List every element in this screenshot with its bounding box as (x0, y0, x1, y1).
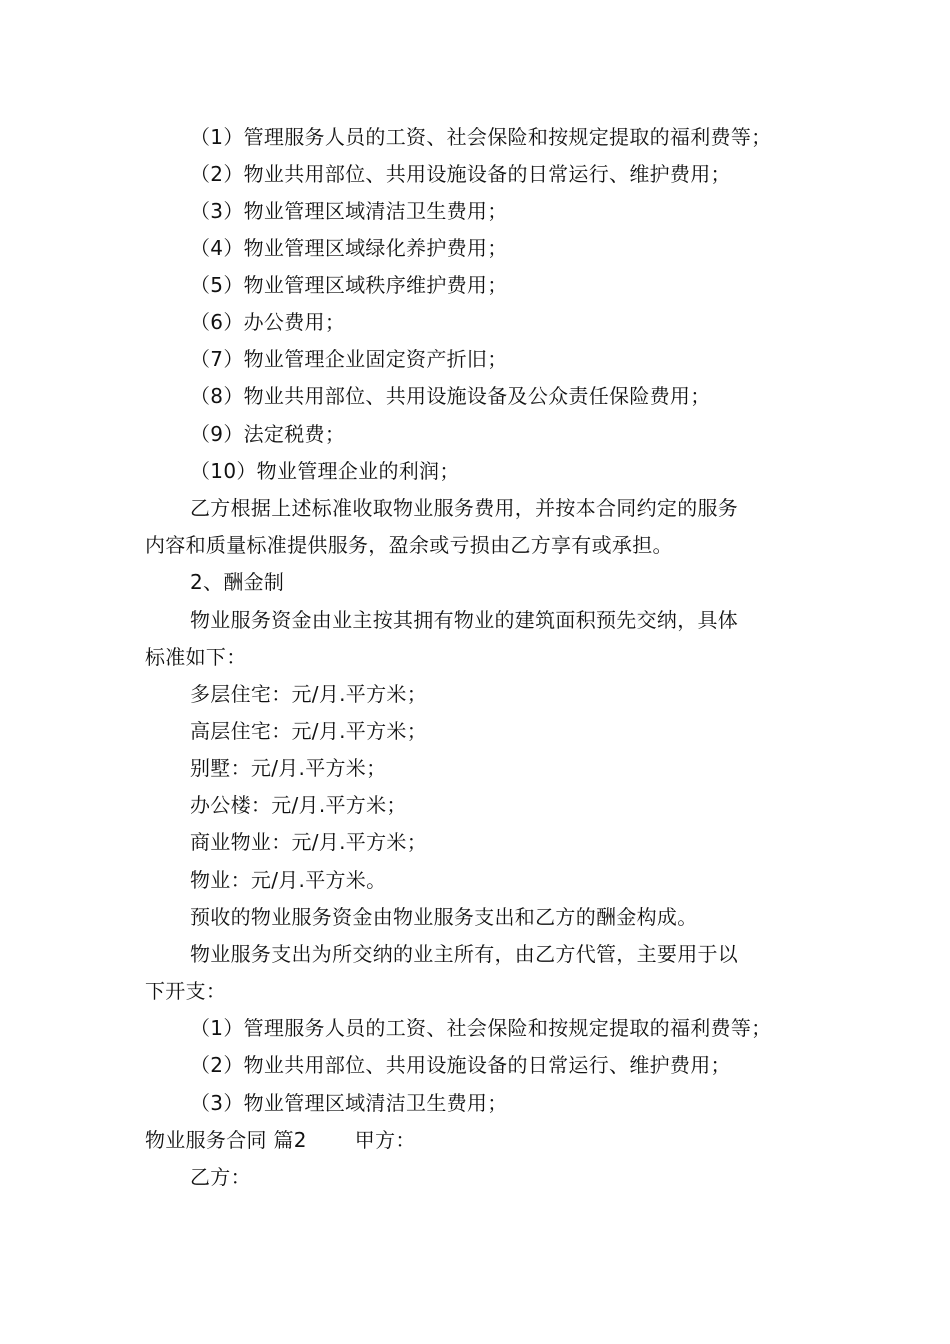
expense-item-6: （6）办公费用； (190, 310, 346, 334)
expense-item-1: （1）管理服务人员的工资、社会保险和按规定提取的福利费等； (190, 1016, 772, 1040)
expense-item-3: （3）物业管理区域清洁卫生费用； (190, 199, 508, 223)
party-a-label: 甲方： (354, 1128, 416, 1152)
expense-item-9: （9）法定税费； (190, 422, 346, 446)
fee-standard-item: 办公楼：元/月.平方米； (190, 793, 407, 817)
section-heading: 物业服务合同 篇2 (145, 1128, 307, 1152)
section-heading-row (145, 1126, 416, 1154)
fee-standard-item: 别墅：元/月.平方米； (190, 756, 387, 780)
expense-item-1: （1）管理服务人员的工资、社会保险和按规定提取的福利费等； (190, 125, 772, 149)
fee-standard-item: 多层住宅：元/月.平方米； (190, 682, 427, 706)
expense-item-2: （2）物业共用部位、共用设施设备的日常运行、维护费用； (190, 162, 731, 186)
subheading-commission-system: 2、酬金制 (190, 570, 285, 594)
fee-standard-item: 商业物业：元/月.平方米； (190, 830, 427, 854)
paragraph-line: 乙方根据上述标准收取物业服务费用，并按本合同约定的服务 (190, 496, 739, 520)
fee-standard-item: 高层住宅：元/月.平方米； (190, 719, 427, 743)
paragraph-line: 物业服务支出为所交纳的业主所有，由乙方代管，主要用于以 (190, 942, 739, 966)
expense-item-10: （10）物业管理企业的利润； (190, 459, 460, 483)
expense-item-7: （7）物业管理企业固定资产折旧； (190, 347, 508, 371)
expense-item-4: （4）物业管理区域绿化养护费用； (190, 236, 508, 260)
expense-item-3: （3）物业管理区域清洁卫生费用； (190, 1091, 508, 1115)
fee-standard-item: 物业：元/月.平方米。 (190, 868, 387, 892)
paragraph-line: 预收的物业服务资金由物业服务支出和乙方的酬金构成。 (190, 905, 698, 929)
expense-item-8: （8）物业共用部位、共用设施设备及公众责任保险费用； (190, 384, 711, 408)
paragraph-line: 标准如下： (145, 645, 247, 669)
party-b-label: 乙方： (190, 1165, 251, 1189)
expense-item-5: （5）物业管理区域秩序维护费用； (190, 273, 508, 297)
paragraph-line: 内容和质量标准提供服务，盈余或亏损由乙方享有或承担。 (145, 533, 673, 557)
paragraph-line: 物业服务资金由业主按其拥有物业的建筑面积预先交纳，具体 (190, 608, 739, 632)
expense-item-2: （2）物业共用部位、共用设施设备的日常运行、维护费用； (190, 1053, 731, 1077)
paragraph-line: 下开支： (145, 979, 227, 1003)
